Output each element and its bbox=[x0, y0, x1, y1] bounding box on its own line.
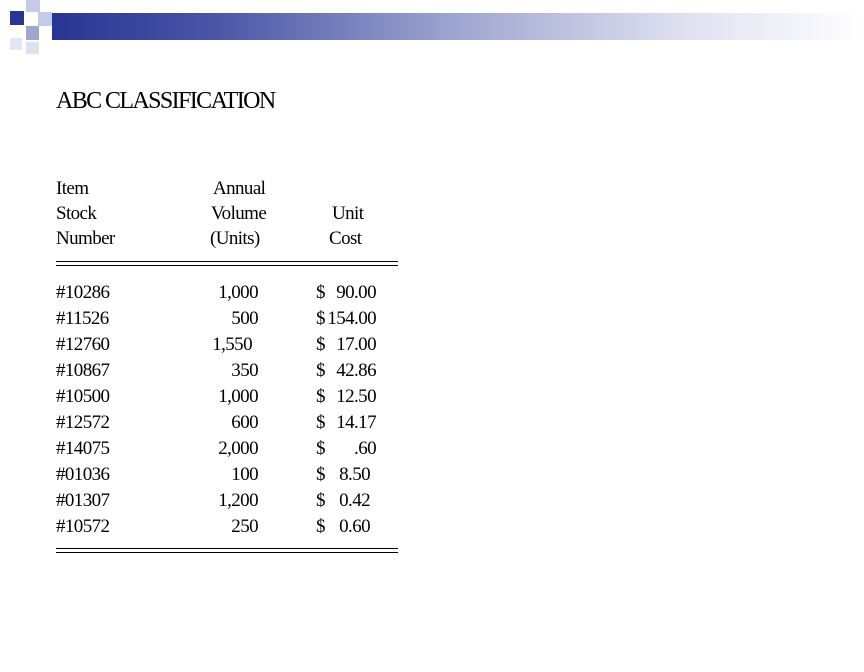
unit-cost: 12.50 bbox=[336, 386, 376, 407]
annual-volume: 1,200 bbox=[218, 490, 258, 511]
unit-cost: 17.00 bbox=[336, 334, 376, 355]
item-number: #01036 bbox=[56, 464, 110, 485]
item-number: #12760 bbox=[56, 334, 110, 355]
header-line: Item bbox=[56, 178, 89, 199]
currency-symbol: $ bbox=[316, 282, 325, 303]
unit-cost: 14.17 bbox=[336, 412, 376, 433]
table-row bbox=[0, 436, 864, 462]
table-row bbox=[0, 462, 864, 488]
unit-cost: 8.50 bbox=[339, 464, 370, 485]
decor-square bbox=[26, 0, 40, 12]
item-number: #10286 bbox=[56, 282, 110, 303]
currency-symbol: $ bbox=[316, 334, 325, 355]
decor-square bbox=[26, 26, 39, 40]
annual-volume: 600 bbox=[231, 412, 258, 433]
header-line: Unit bbox=[332, 203, 364, 224]
annual-volume: 500 bbox=[231, 308, 258, 329]
currency-symbol: $ bbox=[316, 516, 325, 537]
decor-square bbox=[38, 12, 52, 26]
header-line: Number bbox=[56, 228, 115, 249]
item-number: #01307 bbox=[56, 490, 110, 511]
annual-volume: 1,000 bbox=[218, 386, 258, 407]
currency-symbol: $ bbox=[316, 308, 325, 329]
annual-volume: 2,000 bbox=[218, 438, 258, 459]
item-number: #10572 bbox=[56, 516, 110, 537]
currency-symbol: $ bbox=[316, 360, 325, 381]
header-line: Cost bbox=[329, 228, 362, 249]
header-line: (Units) bbox=[210, 228, 260, 249]
decor-square bbox=[10, 38, 22, 50]
unit-cost: 0.42 bbox=[339, 490, 370, 511]
unit-cost: 90.00 bbox=[336, 282, 376, 303]
item-number: #12572 bbox=[56, 412, 110, 433]
currency-symbol: $ bbox=[316, 412, 325, 433]
item-number: #10867 bbox=[56, 360, 110, 381]
header-line: Volume bbox=[211, 203, 267, 224]
decor-gradient-bar bbox=[52, 13, 864, 40]
annual-volume: 1,550 bbox=[212, 334, 252, 355]
currency-symbol: $ bbox=[316, 386, 325, 407]
item-number: #14075 bbox=[56, 438, 110, 459]
table-row bbox=[0, 488, 864, 514]
table-row bbox=[0, 358, 864, 384]
item-number: #11526 bbox=[56, 308, 109, 329]
decor-square bbox=[26, 42, 39, 54]
table-row bbox=[0, 384, 864, 410]
table-row bbox=[0, 306, 864, 332]
annual-volume: 250 bbox=[231, 516, 258, 537]
table-row bbox=[0, 332, 864, 358]
decor-square bbox=[10, 11, 24, 25]
header-line: Annual bbox=[213, 178, 266, 199]
table-row bbox=[0, 280, 864, 306]
table-row bbox=[0, 514, 864, 540]
unit-cost: 154.00 bbox=[327, 308, 376, 329]
slide-title: ABC CLASSIFICATION bbox=[56, 88, 275, 114]
header-line: Stock bbox=[56, 203, 97, 224]
unit-cost: .60 bbox=[354, 438, 376, 459]
annual-volume: 1,000 bbox=[218, 282, 258, 303]
currency-symbol: $ bbox=[316, 490, 325, 511]
item-number: #10500 bbox=[56, 386, 110, 407]
annual-volume: 100 bbox=[231, 464, 258, 485]
unit-cost: 0.60 bbox=[339, 516, 370, 537]
unit-cost: 42.86 bbox=[336, 360, 376, 381]
currency-symbol: $ bbox=[316, 438, 325, 459]
footer-double-rule bbox=[56, 548, 398, 553]
currency-symbol: $ bbox=[316, 464, 325, 485]
header-double-rule bbox=[56, 261, 398, 266]
title-decoration bbox=[0, 0, 864, 56]
table-row bbox=[0, 410, 864, 436]
annual-volume: 350 bbox=[231, 360, 258, 381]
